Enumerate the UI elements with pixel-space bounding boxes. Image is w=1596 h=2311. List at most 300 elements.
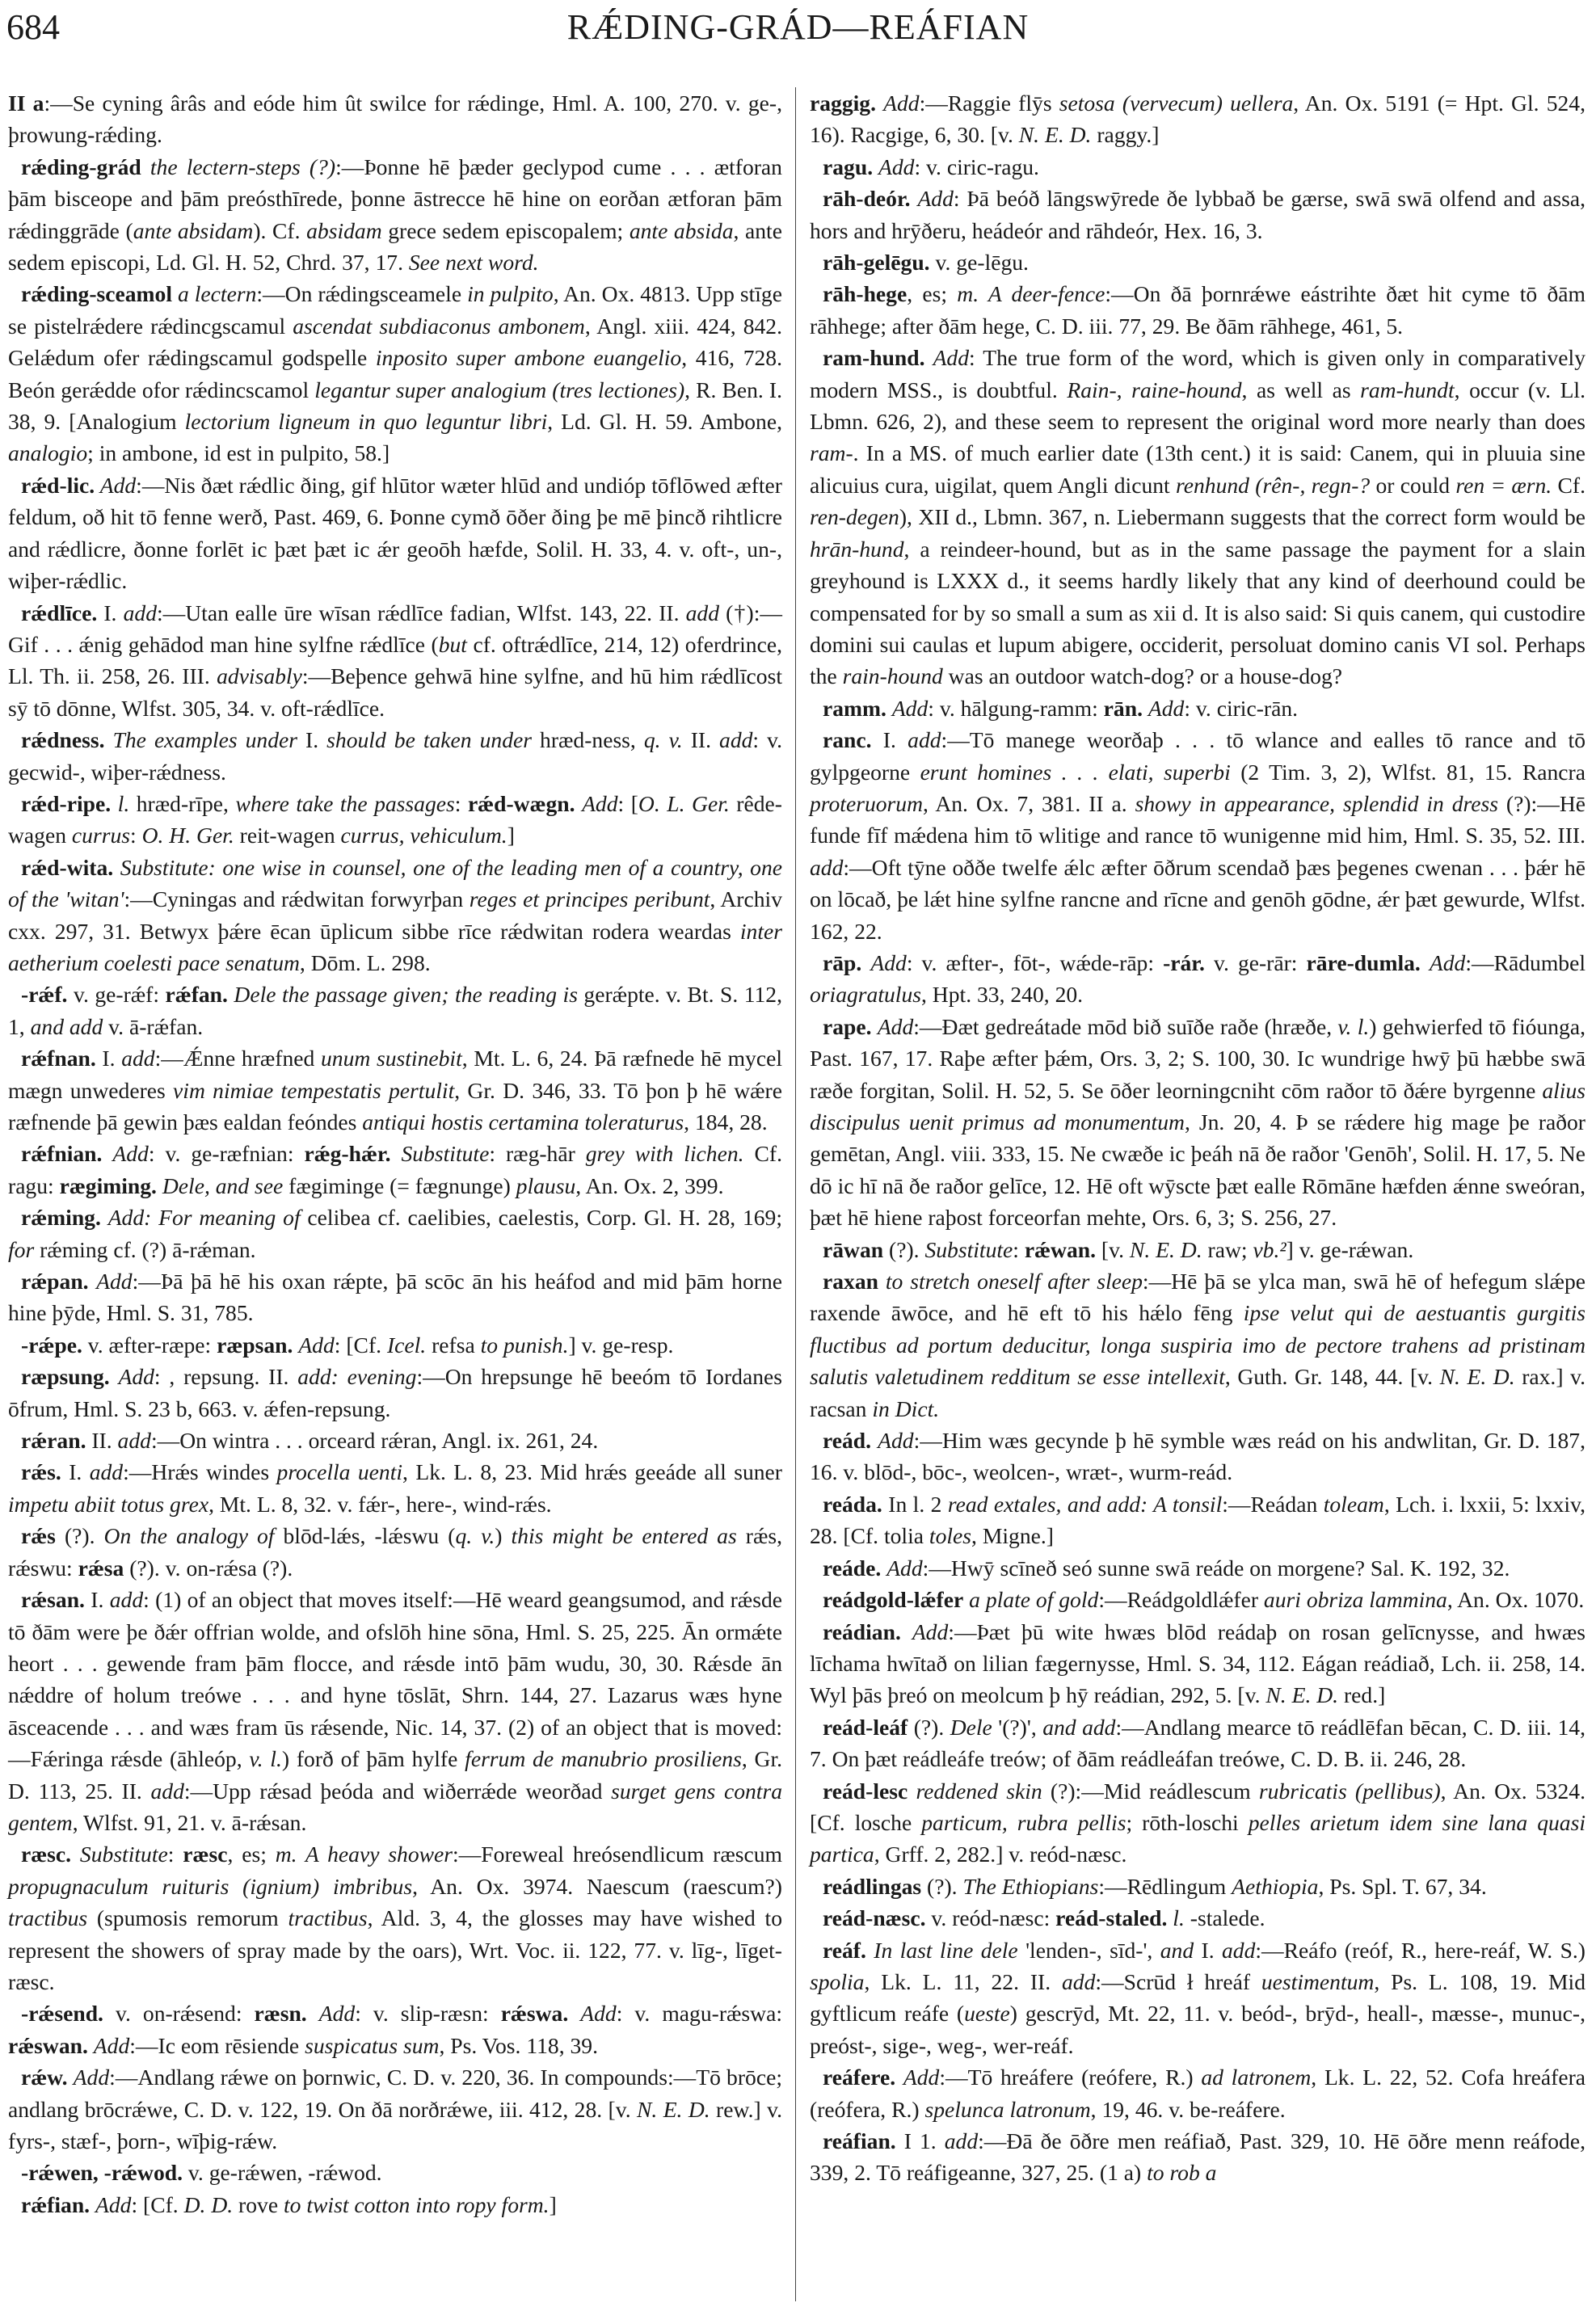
italic-text: proteruorum (810, 790, 924, 816)
italic-text: Add (891, 695, 929, 721)
italic-text: this might be entered as (511, 1523, 737, 1549)
headword: ræpsan. (217, 1332, 293, 1358)
headword: reáfere. (823, 2065, 896, 2090)
headword: ragu. (823, 154, 874, 179)
italic-text: Add (112, 1141, 149, 1167)
entry-text (1421, 950, 1430, 975)
entry-text: : (1013, 1236, 1025, 1262)
italic-text: Add (93, 2032, 130, 2058)
italic-text: lectorium ligneum in quo leguntur libri (184, 409, 548, 435)
italic-text: analogio (8, 440, 88, 466)
headword: reáfian. (823, 2128, 896, 2153)
entry-text: reit-wagen (234, 823, 341, 848)
entry-text: ] v. ge-rǽwan. (1286, 1236, 1414, 1262)
entry-text: ) (495, 1523, 512, 1549)
entry-text (575, 791, 583, 816)
italic-text: N. E. D. (637, 2096, 710, 2122)
dictionary-entry (810, 87, 1585, 151)
headword: rǽfnian. (21, 1141, 103, 1167)
entry-text: :—Reádan (1222, 1491, 1324, 1517)
italic-text: impetu abiit totus grex (8, 1491, 209, 1517)
entry-text (872, 1014, 878, 1039)
italic-text: rain-hound (842, 663, 943, 689)
headword: rǽs (21, 1523, 56, 1549)
entry-text: :—Þā þā hē his oxan rǽpte, þā scōc ān his heáfod and mid þām horne hine þȳde, Hml. S. 31, 785. (8, 1269, 783, 1326)
headword: rǽding-sceamol (21, 281, 172, 307)
italic-text: add (944, 2128, 979, 2153)
entry-text: :—On ðā þornrǽwe eástrihte ðæt hit cyme tō ðām rāhhege; after ðām hege, C. D. iii. 77, 29. Be ðām rāhhege, 461, 5. (810, 281, 1585, 339)
entry-text: fægiminge (= fægnunge) (283, 1172, 516, 1198)
entry-text: , 184, 28. (684, 1109, 768, 1134)
italic-text: ram-hundt (1360, 377, 1455, 402)
dictionary-entry (810, 183, 1585, 246)
entry-text: , Archiv cxx. 297, 31. Betwyx þǽre ēcan ūplicum sibbe rīce rǽdwitan rodera weardas (8, 886, 782, 944)
entry-text (391, 1141, 402, 1166)
italic-text: N. E. D. (1129, 1236, 1202, 1262)
entry-text (871, 1428, 878, 1453)
italic-text: Add (580, 2001, 617, 2027)
dictionary-entry (8, 2061, 782, 2157)
entry-text: . In a MS. of much earlier date (13th cent.) it is said: Canem, qui in pluuia sine alicuius cura, uigilat, quem Angli dicunt (810, 440, 1585, 498)
headword: reáda. (823, 1491, 882, 1517)
entry-text: :—On hrepsunge hē beeóm tō Iordanes ōfrum, Hml. S. 23 b, 663. v. ǽfen-repsung. (8, 1364, 782, 1421)
italic-text: add (150, 1778, 184, 1804)
italic-text: but (438, 631, 467, 657)
headword: -rár. (1163, 949, 1205, 975)
entry-text: :—Ic eom rēsiende (129, 2032, 305, 2058)
italic-text: Add (933, 345, 970, 371)
italic-text: currus (71, 823, 130, 848)
entry-text: :—Reádgoldlǽfer (1098, 1587, 1264, 1613)
italic-text: toles (929, 1523, 972, 1549)
entry-text: : (167, 1842, 183, 1867)
italic-text: add (117, 1428, 151, 1454)
entry-text: (?). (907, 1714, 950, 1740)
dictionary-entry (810, 2125, 1585, 2189)
entry-text: , An. Ox. 2, 399. (575, 1172, 724, 1198)
italic-text: Add (73, 2065, 110, 2090)
entry-text: : v. ge-ræfnian: (148, 1141, 305, 1167)
entry-text: :—Utan ealle ūre wīsan rǽdlīce fadian, Wlfst. 143, 22. II. (156, 600, 686, 625)
italic-text: ren = ærn. (1455, 472, 1552, 498)
italic-text: alius discipulus uenit primus ad monumentum (810, 1077, 1585, 1134)
italic-text: Add (883, 91, 920, 116)
italic-text: m. A heavy shower (275, 1842, 453, 1867)
headword: ranc. (823, 727, 872, 753)
entry-text (878, 1269, 886, 1294)
italic-text: oriagratulus (810, 982, 921, 1008)
headword: rǽs. (21, 1459, 61, 1485)
italic-text: add (1061, 1968, 1096, 1994)
italic-text: q. v. (455, 1523, 495, 1549)
italic-text: Aethiopia (1232, 1873, 1319, 1899)
dictionary-entry (810, 2061, 1585, 2125)
italic-text: ferrum de manubrio prosiliens (465, 1746, 742, 1772)
italic-text: The Ethiopians (962, 1873, 1099, 1899)
entry-text: : (1) of an object that moves itself:—Hē weard geangsumod, and rǽsde tō ðām were þe ðǽr offrian wolde, and ofslōh hine sōna, Hml. S. 25, 225. Ān ormǽte heort . . . gewende fram þām flocce, and rǽsde intō þām wudu, 30, 30. Rǽsde ān nǽddre of holum treówe . . . and hyne tōslāt, Shrn. 144, 27. Lazarus wæs hyne āsceacende . . . and wæs fram ūs rǽsende, Nic. 14, 37. (2) of an object that is moved:—Fǽringa rǽsde (āhleóp, (8, 1587, 782, 1772)
dictionary-entry (8, 1520, 782, 1584)
italic-text: add (121, 1046, 155, 1071)
italic-text: O. L. Ger. (638, 790, 730, 816)
entry-text: , Grff. 2, 282.] v. reód-næsc. (874, 1842, 1127, 1867)
headword: reáf. (823, 1937, 866, 1963)
entry-text: hræd-ness, (532, 727, 644, 753)
entry-text: , Jn. 20, 4. Þ se rǽdere hig mage þe raðor gemētan, Angl. viii. 333, 15. Ne cwæðe ic þeáh nā ðe raðor 'Genōh', Solil. H. 17, 5. Ne dō ic hī nā ðe raðor gelīce, 12. Hē oft wȳscte þæt ealle Rōmāne hæfden ǽnne sweóran, þæt hē hiene raþost forceorfan mehte, Ors. 6, 3; S. 256, 27. (810, 1109, 1585, 1231)
entry-text (886, 696, 892, 721)
entry-text: , es; (227, 1842, 276, 1867)
dictionary-entry (810, 151, 1585, 183)
entry-text: gerǽpte. v. Bt. S. 112, 1, (8, 982, 783, 1039)
entry-text: v. reód-næsc: (925, 1905, 1056, 1931)
entry-text: , Gr. D. 113, 25. II. (8, 1746, 783, 1804)
entry-text (876, 91, 883, 116)
dictionary-entry (8, 278, 782, 469)
italic-text: hrān-hund (810, 536, 904, 562)
entry-text: ] (507, 823, 515, 848)
dictionary-entry (8, 788, 782, 852)
italic-text: advisably (217, 663, 302, 689)
headword: reád. (823, 1428, 872, 1454)
entry-text: v. ge-rār: (1204, 949, 1307, 975)
entry-text: (?). (55, 1523, 104, 1549)
entry-text: , Migne.] (971, 1523, 1054, 1549)
entry-text (861, 950, 870, 975)
dictionary-entry (810, 1934, 1585, 2062)
headword: rǽwan. (1024, 1236, 1097, 1262)
entry-text: raggy.] (1091, 122, 1160, 148)
headword: ræsc (183, 1842, 228, 1867)
entry-text: blōd-lǽs, -lǽswu ( (274, 1523, 456, 1549)
italic-text: where take the passages (235, 790, 455, 816)
italic-text: D. D. (183, 2191, 234, 2217)
entry-text: v. ge-rǽwen, -rǽwod. (183, 2160, 382, 2186)
headword: rān. (1103, 695, 1143, 721)
headword: reádian. (823, 1619, 901, 1644)
entry-text: : [Cf. (131, 2191, 184, 2217)
dictionary-entry (810, 1871, 1585, 1902)
italic-text: add: evening (297, 1364, 417, 1390)
left-column (8, 87, 782, 2220)
entry-text (307, 2001, 319, 2026)
dictionary-entry (810, 1616, 1585, 1711)
italic-text: m. A deer-fence (957, 281, 1105, 307)
italic-text: N. E. D. (1439, 1364, 1515, 1390)
italic-text: Add (1429, 949, 1466, 975)
headword: rægiming. (59, 1172, 157, 1198)
headword: rǽpan. (21, 1269, 89, 1294)
italic-text: v. l. (249, 1746, 282, 1772)
italic-text: and (1160, 1937, 1194, 1963)
entry-text: : [ (617, 790, 638, 816)
entry-text: :—Foreweal hreósendlicum ræscum (453, 1842, 782, 1867)
headword: II a (8, 91, 44, 116)
italic-text: ipse velut qui de aestuantis gurgitis fluctibus ad portum deducitur, longa suspiria imo de pectore trahens ad pristinam salutis valetudinem redditum se esse intellexit (810, 1300, 1586, 1390)
entry-text: , An. Ox. 5324. [Cf. losche (810, 1778, 1585, 1835)
italic-text: ad latronem (1201, 2065, 1312, 2090)
entry-text: (?). (883, 1236, 925, 1262)
dictionary-entry (8, 1997, 782, 2061)
entry-text: :—Nis ðæt rǽdlic ðing, gif hlūtor wæter hlūd and undióp tōflōwed æfter feldum, oð hit tō fenne werð, Past. 469, 6. Þonne cymð ōðer ðing þe mē þincð rihtlicre and rǽdlicre, ðonne forlēt ic þæt þæt ic ǽr geoōh hæfde, Solil. H. 33, 4. v. oft-, un-, wiþer-rǽdlic. (8, 472, 782, 594)
italic-text: Add (878, 154, 915, 179)
italic-text: Add (95, 2191, 132, 2217)
entry-text: , Mt. L. 6, 24. Þā ræfnede hē mycel mægn unwederes (8, 1046, 783, 1103)
entry-text: :—Tō hreáfere (reófere, R.) (939, 2065, 1202, 2090)
entry-text (907, 1779, 916, 1804)
entry-text (1143, 696, 1148, 721)
entry-text: , Guth. Gr. 148, 44. [v. (1224, 1364, 1440, 1390)
entry-text: (spumosis remorum (87, 1905, 288, 1931)
dictionary-entry (810, 1425, 1585, 1488)
italic-text: Add (1148, 695, 1185, 721)
entry-text: , as well as (1241, 377, 1361, 402)
entry-text: hræd-rīpe, (129, 790, 236, 816)
dictionary-entry (810, 1552, 1585, 1584)
headword: rǽd-wægn. (467, 790, 575, 816)
italic-text: surget gens contra gentem (8, 1778, 782, 1835)
dictionary-entry (8, 852, 782, 979)
italic-text: Add (582, 790, 618, 816)
dictionary-entry (8, 1584, 782, 1838)
italic-text: Dele the passage given; the reading is (234, 982, 578, 1008)
headword: raxan (823, 1269, 878, 1294)
dictionary-entry (8, 2157, 782, 2188)
italic-text: Add (318, 2001, 356, 2027)
page-number: 684 (6, 7, 60, 47)
entry-text: , R. Ben. I. 38, 9. [Analogium (8, 377, 782, 435)
headword: rāh-hege (823, 281, 907, 307)
headword: ræsc. (21, 1842, 72, 1867)
italic-text: a plate of gold (969, 1587, 1099, 1613)
entry-text: raw; (1202, 1236, 1253, 1262)
italic-text: Dele, and see (162, 1172, 284, 1198)
entry-text: , Wlfst. 91, 21. v. ā-rǽsan. (72, 1809, 307, 1835)
italic-text: Dele (950, 1714, 992, 1740)
entry-text: rǽming cf. (?) ā-rǽman. (34, 1236, 256, 1262)
entry-text: , Lk. L. 22, 52. Cofa hreáfera (reófera, R.) (810, 2065, 1586, 2122)
dictionary-entry (8, 1425, 782, 1456)
entry-text: I 1. (895, 2128, 945, 2153)
entry-text (89, 1269, 97, 1294)
entry-text: :—Beþence gehwā hine sylfne, and hū him rǽdlīcost sȳ tō dōnne, Wlfst. 305, 34. v. oft-rǽdlīce. (8, 663, 782, 721)
italic-text: renhund (rên-, regn-? (1176, 472, 1371, 498)
entry-text (102, 1141, 112, 1166)
entry-text (866, 1938, 874, 1963)
entry-text: , ante sedem episcopi, Ld. Gl. H. 52, Chrd. 37, 17. (8, 217, 782, 276)
entry-text: : v. æfter-, fōt-, wǽde-rāp: (906, 949, 1164, 975)
italic-text: Add (903, 2065, 940, 2090)
headword: reád-leáf (823, 1714, 908, 1740)
italic-text: vb.² (1253, 1236, 1286, 1262)
entry-text: I. (1194, 1937, 1222, 1963)
entry-text: : The true form of the word, which is given only in comparatively modern MSS., is doubtful. (810, 345, 1586, 402)
headword: rǽfian. (21, 2191, 91, 2217)
italic-text: Substitute (924, 1236, 1013, 1262)
entry-text: cf. oftrǽdlīce, 214, 12) oferdrince, Ll. Th. ii. 258, 26. III. (8, 631, 782, 689)
headword: rǽd-wita. (21, 854, 114, 880)
italic-text: tractibus (8, 1905, 88, 1931)
italic-text: Rain-, raine-hound (1067, 377, 1242, 402)
entry-text: was an outdoor watch-dog? or a house-dog? (942, 663, 1343, 689)
entry-text: ] (549, 2191, 557, 2217)
italic-text: add (109, 1587, 144, 1613)
entry-text: , An. Ox. 4813. Upp stīge se pistelrǽdere rǽdincgscamul (8, 281, 782, 339)
headword: rǽg-hǽr. (304, 1141, 391, 1167)
entry-text: 'lenden-, sīd-', (1017, 1937, 1160, 1963)
entry-text: grece sedem episcopalem; (381, 217, 630, 243)
headword: -rǽpe. (21, 1332, 82, 1358)
italic-text: to rob a (1147, 2160, 1217, 2186)
italic-text: N. E. D. (1265, 1682, 1339, 1708)
italic-text: absidam (306, 217, 382, 243)
entry-text: , Lk. L. 8, 23. Mid hrǽs geeáde all suner (402, 1459, 782, 1485)
entry-text: , Ld. Gl. H. 59. Ambone, (547, 409, 782, 435)
entry-text (113, 855, 120, 880)
column-divider (795, 87, 796, 2301)
headword: rǽswan. (8, 2032, 88, 2058)
entry-text (88, 2033, 94, 2058)
entry-text: or could (1370, 472, 1456, 498)
entry-text: -stalede. (1184, 1905, 1265, 1931)
italic-text: toleam (1323, 1491, 1384, 1517)
italic-text: Add (870, 949, 907, 975)
dictionary-entry (810, 1265, 1585, 1425)
entry-text: :—Rēdlingum (1098, 1873, 1232, 1899)
dictionary-entry (810, 724, 1585, 947)
entry-text: v. on-rǽsend: (103, 2001, 255, 2027)
italic-text: spolia (810, 1968, 865, 1994)
italic-text: Add (877, 1013, 914, 1039)
entry-text: , Gr. D. 346, 33. Tō þon þ hē wǽre ræfnende þā gewin þæs ealdan feóndes (8, 1077, 782, 1134)
entry-text: : , repsung. II. (154, 1364, 298, 1390)
italic-text: Add (912, 1619, 949, 1644)
italic-text: tractibus (288, 1905, 368, 1931)
italic-text: add (685, 600, 719, 625)
entry-text: rew.] v. fyrs-, stæf-, þorn-, wīþig-rǽw. (8, 2096, 782, 2153)
italic-text: add (89, 1459, 124, 1485)
entry-text: : ræg-hār (489, 1141, 586, 1167)
italic-text: spelunca latronum (924, 2096, 1091, 2122)
dictionary-entry (8, 1042, 782, 1138)
headword: rāwan (823, 1236, 884, 1262)
dictionary-entry (8, 151, 782, 279)
headword: ræpsung. (21, 1364, 110, 1390)
italic-text: propugnaculum ruituris (ignium) imbribus (8, 1873, 413, 1899)
italic-text: particum, rubra pellis (921, 1809, 1126, 1835)
entry-text: v. æfter-ræpe: (82, 1332, 217, 1358)
entry-text (895, 2065, 903, 2090)
entry-text: : v. ciric-ragu. (914, 154, 1039, 179)
headword: -rǽwen, -rǽwod. (21, 2160, 183, 2186)
dictionary-entry (810, 1584, 1585, 1615)
entry-text: Cf. (1552, 472, 1586, 498)
entry-text (111, 791, 118, 816)
dictionary-entry (8, 1138, 782, 1202)
italic-text: N. E. D. (1018, 122, 1092, 148)
entry-text (901, 1619, 912, 1644)
entry-text: I. (871, 727, 908, 753)
entry-text: v. ge-lēgu. (929, 250, 1029, 276)
entry-text: , An. Ox. 3974. Naescum (raescum?) (412, 1873, 782, 1899)
headword: rǽfan. (165, 982, 228, 1008)
italic-text: reddened skin (916, 1778, 1042, 1804)
dictionary-entry (810, 278, 1585, 342)
entry-text: II. (682, 727, 720, 753)
italic-text: setosa (vervecum) uellera (1059, 91, 1294, 116)
italic-text: and add (1042, 1714, 1116, 1740)
italic-text: q. v. (643, 727, 683, 753)
headword: raggig. (810, 91, 876, 116)
entry-text: :—Hē þā se ylca man, swā hē of hefegum slǽpe raxende āwōce, and hē eft tō his hǽlo fēng (810, 1269, 1586, 1326)
italic-text: ante absidam (133, 217, 254, 243)
italic-text: add (810, 854, 844, 880)
page-title: RǼDING-GRÁD—REÁFIAN (566, 7, 1030, 47)
dictionary-entry (8, 87, 782, 151)
right-column (810, 87, 1585, 2189)
italic-text: erunt homines . . . elati, superbi (920, 759, 1231, 785)
entry-text: , 416, 728. Beón gerǽdde ofor rǽdincscamol (8, 345, 782, 402)
italic-text: ram- (810, 440, 853, 466)
headword: reád-staled. (1055, 1905, 1168, 1931)
entry-text: , es; (907, 281, 958, 307)
italic-text: in Dict. (872, 1395, 940, 1421)
entry-text (67, 2065, 73, 2090)
dictionary-entry (8, 724, 782, 788)
entry-text: , An. Ox. 1070. (1447, 1587, 1585, 1613)
italic-text: Add (96, 1269, 133, 1294)
entry-text (925, 345, 933, 370)
entry-text: :—Andlang mearce tō reádlēfan bēcan, C. D. iii. 14, 7. On þæt reádleáfe treów; of ðām reádleáfan treówe, C. D. B. ii. 246, 28. (810, 1714, 1585, 1772)
entry-text: , An. Ox. 5191 (= Hpt. Gl. 524, 16). Racgige, 6, 30. [v. (810, 91, 1585, 148)
entry-text: :—Scrūd ł hreáf (1095, 1968, 1261, 1994)
entry-text: :—Upp rǽsad þeóda and wiðerrǽde weorðad (183, 1778, 612, 1804)
dictionary-entry (8, 597, 782, 725)
italic-text: Icel. (386, 1332, 427, 1358)
headword: rape. (823, 1013, 872, 1039)
entry-text: ; in ambone, id est in pulpito, 58.] (87, 440, 390, 466)
italic-text: v. l. (1337, 1013, 1370, 1039)
italic-text: ante absida (629, 217, 734, 243)
italic-text: to punish. (480, 1332, 569, 1358)
dictionary-entry (8, 2189, 782, 2220)
entry-text: :—Se cyning ârâs and eóde him ût swilce for rǽdinge, Hml. A. 100, 270. v. ge-, þrowung-rǽding. (8, 91, 782, 148)
entry-text: II. (86, 1428, 118, 1454)
italic-text: ascendat subdiaconus ambonem (293, 313, 585, 339)
italic-text: in pulpito (467, 281, 554, 307)
headword: reád-næsc. (823, 1905, 926, 1931)
headword: reáde. (823, 1555, 882, 1581)
entry-text: celibea cf. caelibies, caelestis, Corp. Gl. H. 28, 169; (300, 1205, 783, 1231)
headword: -rǽsend. (21, 2001, 103, 2027)
headword: rǽswa. (500, 2001, 569, 2027)
headword: rǽran. (21, 1428, 86, 1454)
italic-text: to stretch oneself after sleep (885, 1269, 1143, 1294)
entry-text: , Lk. L. 11, 22. II. (864, 1968, 1062, 1994)
dictionary-entry (8, 1329, 782, 1361)
entry-text: : (454, 790, 468, 816)
italic-text: pelles arietum idem sine lana quasi partica (810, 1809, 1585, 1867)
entry-text: , Angl. xiii. 424, 842. Gelǽdum ofer rǽdingscamul godspelle (8, 313, 782, 371)
dictionary-entry (810, 1234, 1585, 1265)
entry-text: :—Raggie flȳs (919, 91, 1059, 116)
headword: rǽming. (21, 1205, 101, 1231)
entry-text: [v. (1096, 1236, 1130, 1262)
italic-text: currus, vehiculum. (340, 823, 507, 848)
entry-text: (?). v. on-rǽsa (?). (124, 1555, 293, 1581)
headword: ram-hund. (823, 345, 925, 371)
entry-text: : Þā beóð lāngswȳrede ðe lybbað be gærse, swā swā olfend and assa, hors and hrȳðeru, heádeór and rāhdeór, Hex. 16, 3. (810, 186, 1585, 243)
dictionary-entry (810, 246, 1585, 278)
entry-text: refsa (426, 1332, 481, 1358)
